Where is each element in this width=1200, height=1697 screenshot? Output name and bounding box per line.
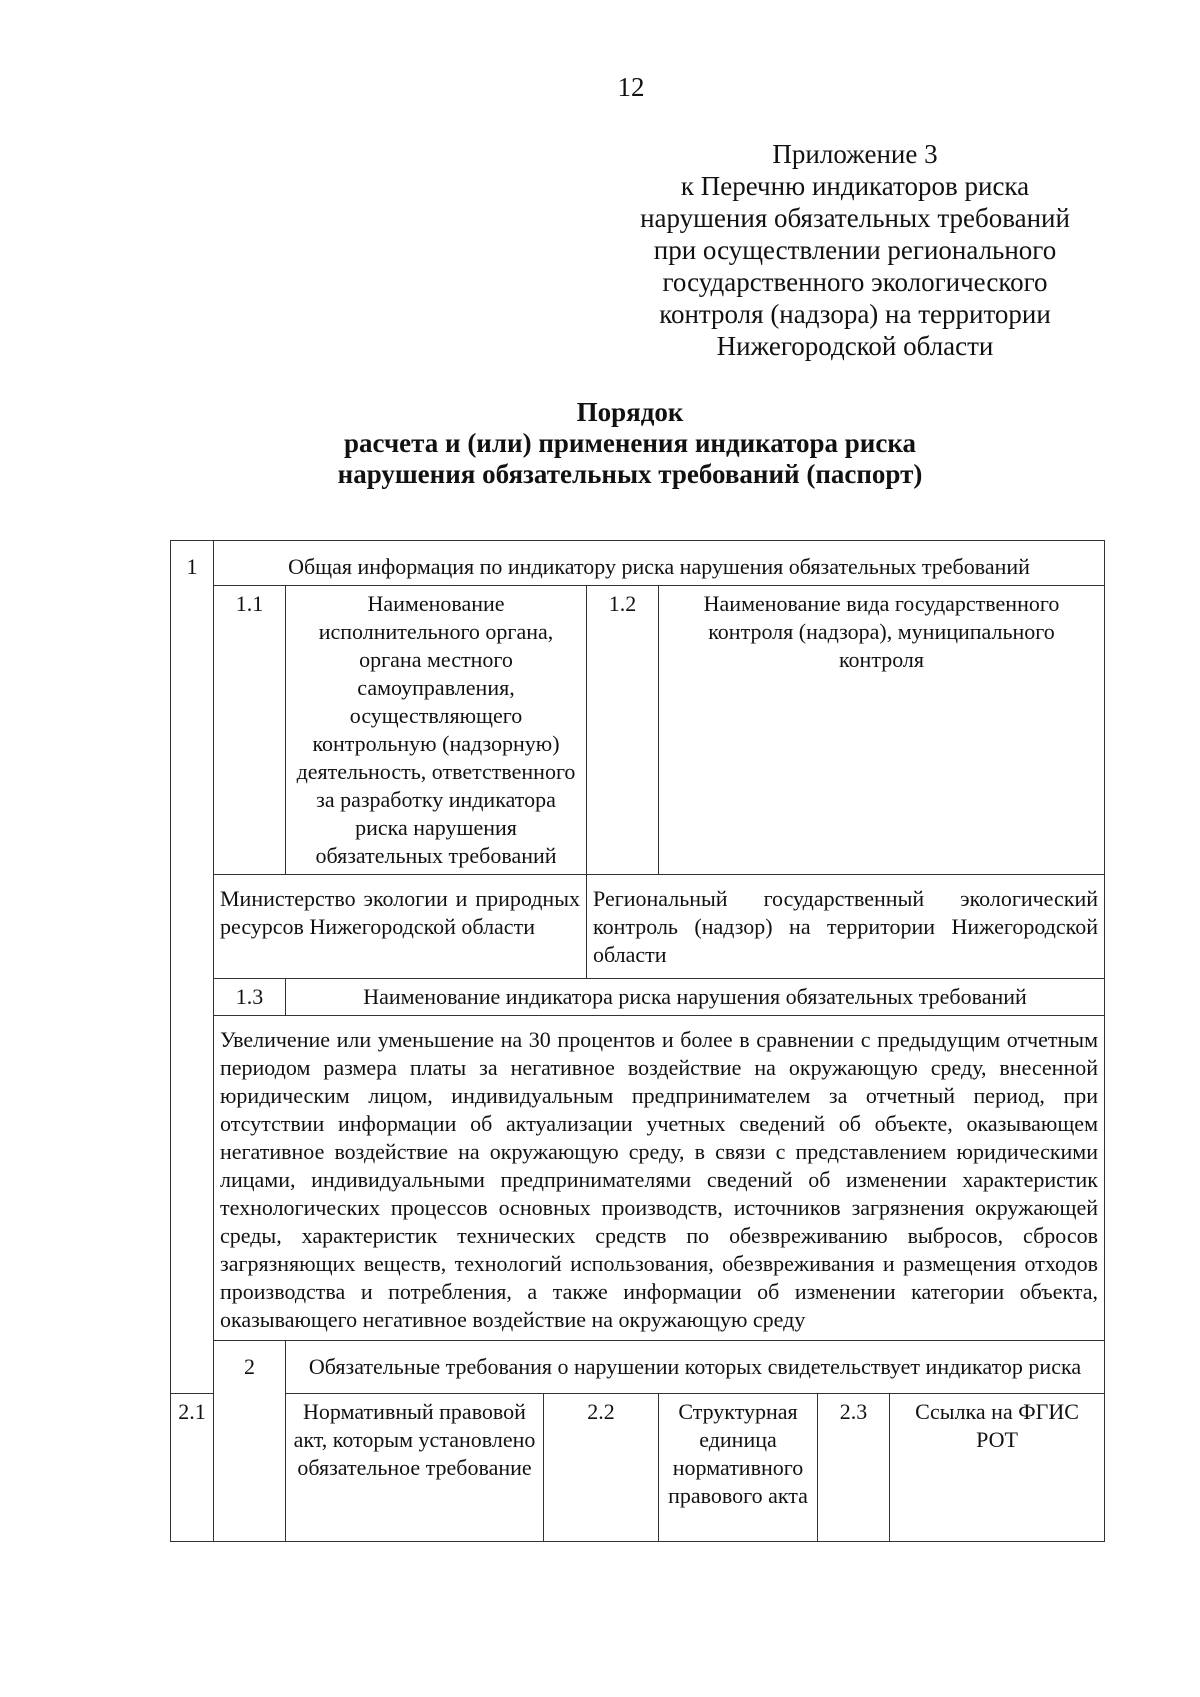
item-label: Наименование индикатора риска нарушения обязательных требований <box>286 979 1105 1016</box>
document-title <box>150 397 1110 490</box>
table-row <box>171 1341 1105 1394</box>
table-row <box>171 979 1105 1016</box>
item-number: 2.2 <box>544 1394 659 1542</box>
appendix-line: при осуществлении регионального <box>653 235 1057 265</box>
title-line: Порядок <box>576 397 684 427</box>
item-value: Увеличение или уменьшение на 30 процентов и более в сравнении с предыдущим отчетным периодом размера платы за негативное воздействие на окружающую среду, внесенной юридическим лицом, индивидуальным предпринимателем за отчетный период, при отсутствии информации об актуализации учетных сведений об объекте, оказывающем негативное воздействие на окружающую среду, в связи с представлением юридическими лицами, индивидуальными предпринимателями сведений об изменении характеристик технологических процессов основных производств, источников загрязнения окружающей среды, характеристик технических средств по обезвреживанию выбросов, сбросов загрязняющих веществ, технологий использования, обезвреживания и размещения отходов производства и потребления, а также информации об изменении категории объекта, оказывающего негативное воздействие на окружающую среду <box>214 1016 1105 1341</box>
appendix-line: к Перечню индикаторов риска <box>680 171 1030 201</box>
item-number: 1.3 <box>214 979 286 1016</box>
appendix-line: государственного экологического <box>662 267 1048 297</box>
item-label: Наименование исполнительного органа, органа местного самоуправления, осуществляющего контрольную (надзорную) деятельность, ответственного за разработку индикатора риска нарушения обязательных требований <box>286 586 587 875</box>
item-value: Региональный государственный экологический контроль (надзор) на территории Нижегородской области <box>587 875 1105 979</box>
page-number: 12 <box>617 72 645 102</box>
item-number: 1.2 <box>587 586 659 875</box>
title-line: расчета и (или) применения индикатора риска <box>344 428 916 458</box>
section-header: Общая информация по индикатору риска нарушения обязательных требований <box>214 541 1105 586</box>
section-header: Обязательные требования о нарушении которых свидетельствует индикатор риска <box>286 1341 1105 1394</box>
table-row <box>171 1016 1105 1341</box>
table-row <box>171 586 1105 875</box>
appendix-note <box>610 138 1100 362</box>
appendix-line: Нижегородской области <box>716 331 994 361</box>
table-row <box>171 541 1105 586</box>
item-label: Структурная единица нормативного правового акта <box>659 1394 818 1542</box>
passport-table <box>170 540 1105 1542</box>
item-label: Наименование вида государственного контроля (надзора), муниципального контроля <box>659 586 1105 875</box>
table-row <box>171 1394 1105 1542</box>
item-label: Ссылка на ФГИС РОТ <box>890 1394 1105 1542</box>
item-number: 2.1 <box>171 1394 214 1542</box>
title-line: нарушения обязательных требований (паспорт) <box>337 459 923 489</box>
item-value: Министерство экологии и природных ресурсов Нижегородской области <box>214 875 587 979</box>
appendix-line: нарушения обязательных требований <box>640 203 1070 233</box>
section-number: 1 <box>171 541 214 1394</box>
table-row <box>171 875 1105 979</box>
section-number: 2 <box>214 1341 286 1542</box>
item-number: 1.1 <box>214 586 286 875</box>
item-label: Нормативный правовой акт, которым установлено обязательное требование <box>286 1394 544 1542</box>
appendix-line: контроля (надзора) на территории <box>659 299 1051 329</box>
appendix-line: Приложение 3 <box>772 139 938 169</box>
item-number: 2.3 <box>818 1394 890 1542</box>
